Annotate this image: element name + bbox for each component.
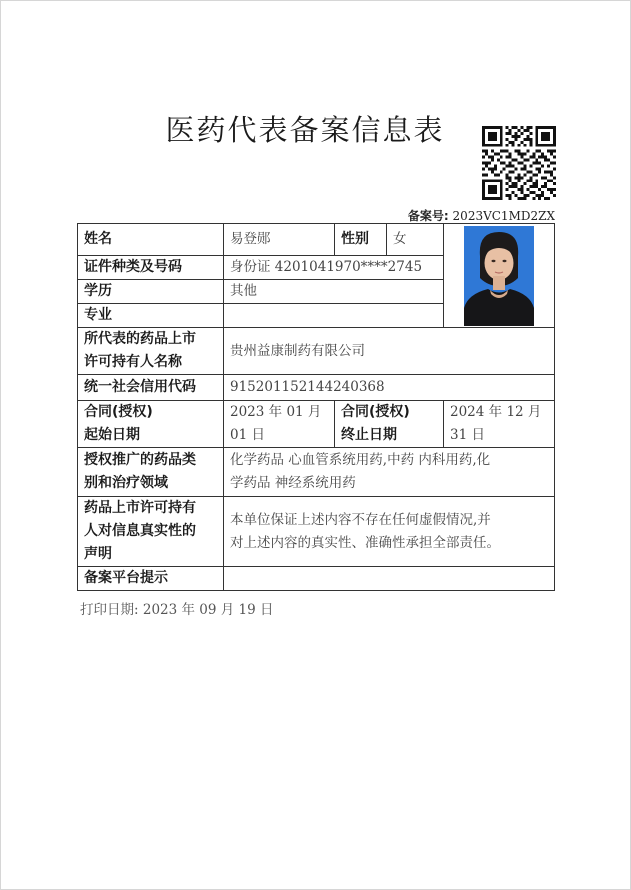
id-label: 证件种类及号码 <box>78 256 224 280</box>
contract-start-value-line1: 2023 年 01 月 <box>230 404 322 420</box>
category-label <box>78 448 224 497</box>
id-value: 身份证 4201041970****2745 <box>224 256 444 280</box>
credit-code-value: 915201152144240368 <box>224 375 555 401</box>
platform-value <box>224 567 555 591</box>
contract-start-value-line2: 01 日 <box>230 427 265 443</box>
credit-code-label: 统一社会信用代码 <box>78 375 224 401</box>
contract-end-label <box>335 401 444 448</box>
category-value <box>224 448 555 497</box>
statement-value-line2: 对上述内容的真实性、准确性承担全部责任。 <box>230 534 500 551</box>
contract-start-label-line2: 起始日期 <box>84 427 140 443</box>
category-value-line1: 化学药品 心血管系统用药,中药 内科用药,化 <box>230 452 491 468</box>
statement-value <box>224 497 555 567</box>
contract-start-label-line1: 合同(授权) <box>84 404 153 420</box>
filing-number <box>408 207 555 224</box>
major-label: 专业 <box>78 304 224 328</box>
contract-start-label <box>78 401 224 448</box>
category-label-line1: 授权推广的药品类 <box>84 452 196 468</box>
table-row-holder <box>78 328 555 375</box>
document-title: 医药代表备案信息表 <box>165 113 445 147</box>
holder-label-line1: 所代表的药品上市 <box>84 331 196 347</box>
table-row-contract <box>78 401 555 448</box>
statement-label <box>78 497 224 567</box>
major-value <box>224 304 444 328</box>
holder-label <box>78 328 224 375</box>
gender-label: 性别 <box>335 224 387 256</box>
contract-start-value <box>224 401 335 448</box>
portrait-photo <box>464 226 534 326</box>
holder-label-line2: 许可持有人名称 <box>84 354 182 370</box>
name-value: 易登郧 <box>224 224 335 256</box>
contract-end-value <box>444 401 555 448</box>
statement-label-line3: 声明 <box>84 546 112 562</box>
statement-value-line1: 本单位保证上述内容不存在任何虚假情况,并 <box>230 511 491 528</box>
print-date-label: 打印日期: <box>80 602 139 618</box>
info-form-table <box>77 223 555 591</box>
contract-end-label-line1: 合同(授权) <box>341 404 410 420</box>
print-date <box>80 598 274 618</box>
name-label: 姓名 <box>78 224 224 256</box>
category-label-line2: 别和治疗领域 <box>84 475 168 491</box>
education-label: 学历 <box>78 280 224 304</box>
education-value: 其他 <box>224 280 444 304</box>
filing-number-label: 备案号: <box>407 209 449 223</box>
contract-end-value-line1: 2024 年 12 月 <box>450 404 542 420</box>
print-date-value: 2023 年 09 月 19 日 <box>142 602 274 618</box>
photo-cell <box>444 224 555 328</box>
table-row-statement <box>78 497 555 567</box>
holder-value: 贵州益康制药有限公司 <box>224 328 555 375</box>
contract-end-label-line2: 终止日期 <box>341 427 397 443</box>
statement-label-line2: 人对信息真实性的 <box>84 523 196 539</box>
table-row-name <box>78 224 555 256</box>
gender-value: 女 <box>387 224 444 256</box>
filing-number-value: 2023VC1MD2ZX <box>452 209 555 223</box>
table-row-category <box>78 448 555 497</box>
category-value-line2: 学药品 神经系统用药 <box>230 475 356 491</box>
table-row-credit-code <box>78 375 555 401</box>
contract-end-value-line2: 31 日 <box>450 427 485 443</box>
table-row-platform <box>78 567 555 591</box>
platform-label: 备案平台提示 <box>78 567 224 591</box>
qr-code <box>482 126 556 200</box>
statement-label-line1: 药品上市许可持有 <box>84 500 196 516</box>
